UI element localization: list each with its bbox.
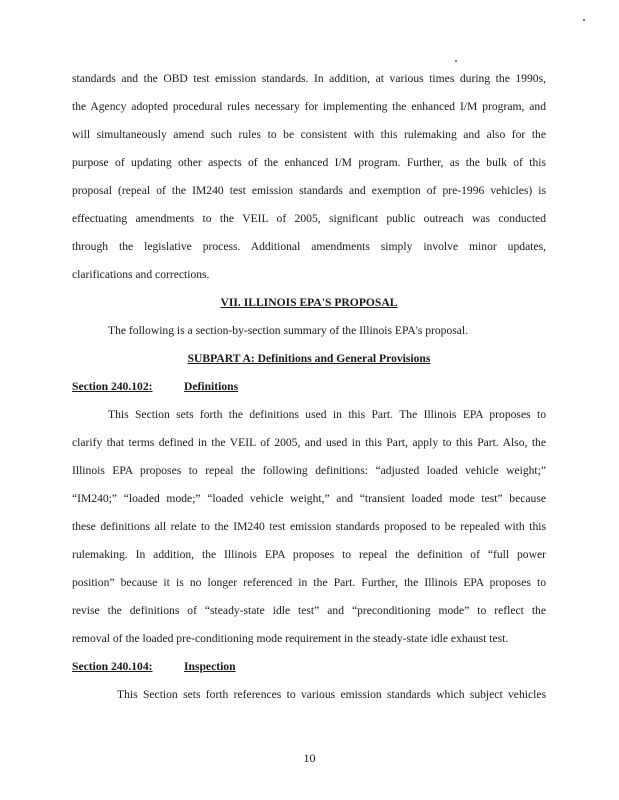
scan-speck [583,19,585,21]
paragraph-line: these definitions all relate to the IM240 test emission standards proposed to be repealed with this [72,520,546,533]
section-heading: VII. ILLINOIS EPA'S PROPOSAL [220,296,398,309]
paragraph-line: the Agency adopted procedural rules necessary for implementing the enhanced I/M program, and [72,100,546,113]
paragraph-line: through the legislative process. Additional amendments simply involve minor updates, [72,240,546,253]
paragraph-line: “IM240;” “loaded mode;” “loaded vehicle weight,” and “transient loaded mode test” because [72,492,546,505]
paragraph-line: proposal (repeal of the IM240 test emission standards and exemption of pre-1996 vehicles) is [72,184,546,197]
subpart-heading: SUBPART A: Definitions and General Provisions [187,352,431,365]
paragraph-line: effectuating amendments to the VEIL of 2005, significant public outreach was conducted [72,212,546,225]
paragraph-line: This Section sets forth the definitions used in this Part. The Illinois EPA proposes to [108,408,546,421]
section-102-title: Definitions [184,380,239,393]
page-number: 10 [303,751,316,765]
section-102-heading [72,380,546,394]
paragraph-line: purpose of updating other aspects of the enhanced I/M program. Further, as the bulk of this [72,156,546,169]
paragraph-line: clarifications and corrections. [72,268,210,281]
paragraph-line: clarify that terms defined in the VEIL of 2005, and used in this Part, apply to this Part. Also, the [72,436,546,449]
summary-intro: The following is a section-by-section summary of the Illinois EPA's proposal. [108,324,469,337]
paragraph-line: will simultaneously amend such rules to be consistent with this rulemaking and also for the [72,128,546,141]
paragraph-line: position” because it is no longer referenced in the Part. Further, the Illinois EPA proposes to [72,576,546,589]
paragraph-line: Illinois EPA proposes to repeal the following definitions: “adjusted loaded vehicle weight;” [72,464,546,477]
section-102-number: Section 240.102: [72,380,153,393]
paragraph-line: removal of the loaded pre-conditioning mode requirement in the steady-state idle exhaust test. [72,632,509,645]
paragraph-line: standards and the OBD test emission standards. In addition, at various times during the 1990s, [72,72,546,85]
section-104-title: Inspection [184,660,236,673]
section-104-number: Section 240.104: [72,660,153,673]
paragraph-line: revise the definitions of “steady-state idle test” and “preconditioning mode” to reflect the [72,604,546,617]
section-104-heading [72,660,546,674]
scan-speck [455,60,457,62]
paragraph-line: rulemaking. In addition, the Illinois EPA proposes to repeal the definition of “full power [72,548,546,561]
paragraph-line: This Section sets forth references to various emission standards which subject vehicles [117,688,546,701]
